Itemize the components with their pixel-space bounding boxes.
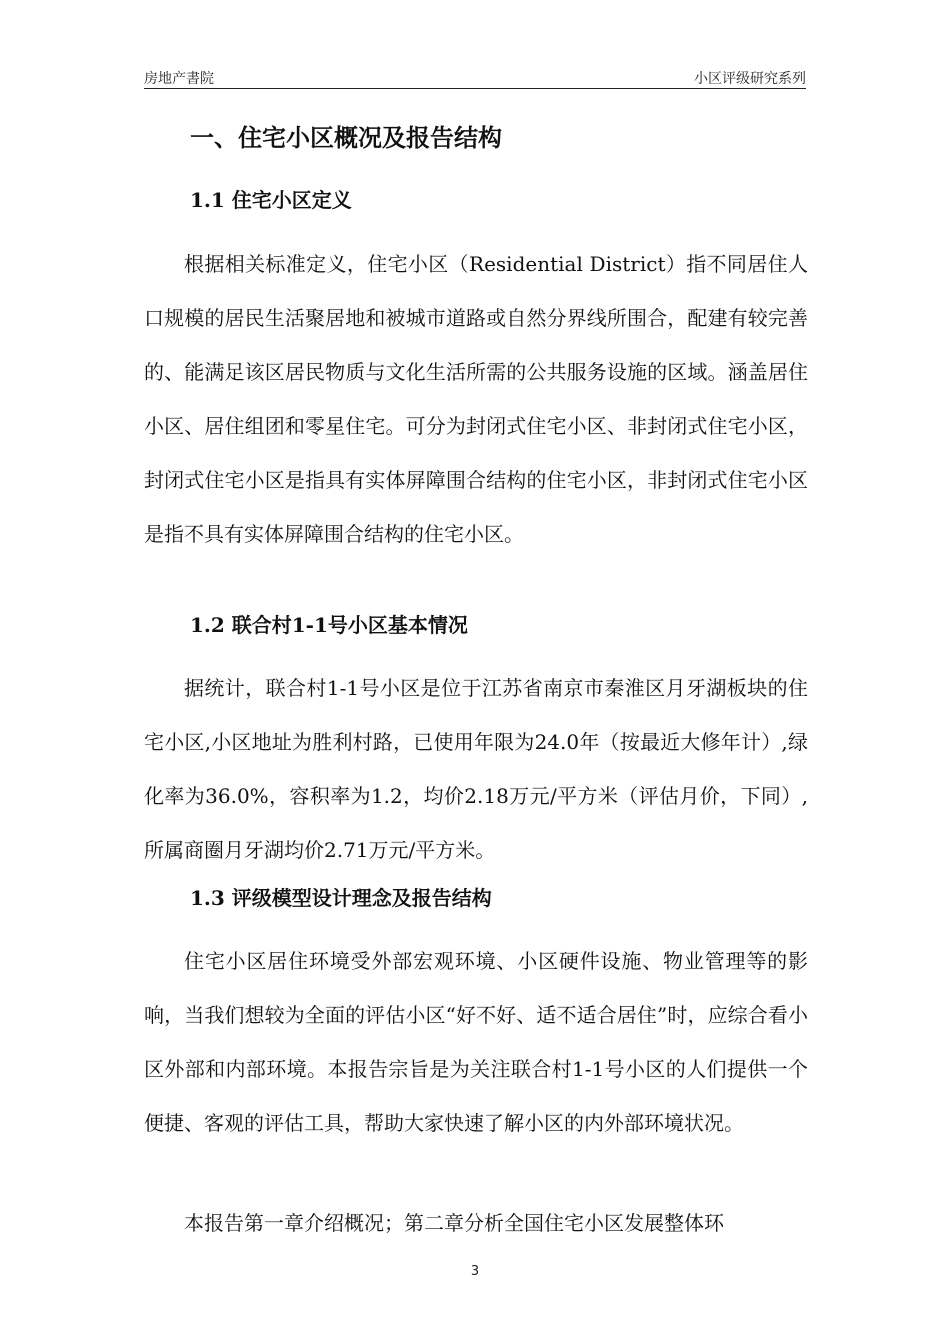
paragraph-definition: 根据相关标准定义，住宅小区（Residential District）指不同居住人口规模的居民生活聚居地和被城市道路或自然分界线所围合，配建有较完善的、能满足该区居民物质与文化生活所需的公共服务设施的区域。涵盖居住小区、居住组团和零星住宅。可分为封闭式住宅小区、非封闭式住宅小区，封闭式住宅小区是指具有实体屏障围合结构的住宅小区，非封闭式住宅小区是指不具有实体屏障围合结构的住宅小区。 <box>144 252 808 546</box>
section-title-1-2: 1.2 联合村1-1号小区基本情况 <box>190 613 468 637</box>
page-number: 3 <box>470 1264 480 1279</box>
paragraph-report-structure: 本报告第一章介绍概况；第二章分析全国住宅小区发展整体环 <box>184 1211 724 1235</box>
header-series-title: 小区评级研究系列 <box>694 71 806 87</box>
paragraph-design-concept: 住宅小区居住环境受外部宏观环境、小区硬件设施、物业管理等的影响，当我们想较为全面的评估小区“好不好、适不适合居住”时，应综合看小区外部和内部环境。本报告宗旨是为关注联合村1-1号小区的人们提供一个便捷、客观的评估工具，帮助大家快速了解小区的内外部环境状况。 <box>144 949 808 1135</box>
page-header <box>144 66 806 89</box>
chapter-title: 一、住宅小区概况及报告结构 <box>190 123 502 152</box>
section-title-1-1: 1.1 住宅小区定义 <box>190 188 352 212</box>
paragraph-basic-info: 据统计，联合村1-1号小区是位于江苏省南京市秦淮区月牙湖板块的住宅小区,小区地址为胜利村路，已使用年限为24.0年（按最近大修年计）,绿化率为36.0%，容积率为1.2，均价2.18万元/平方米（评估月价，下同）,所属商圈月牙湖均价2.71万元/平方米。 <box>144 676 808 862</box>
header-publisher: 房地产書院 <box>144 71 214 87</box>
section-title-1-3: 1.3 评级模型设计理念及报告结构 <box>190 886 492 910</box>
